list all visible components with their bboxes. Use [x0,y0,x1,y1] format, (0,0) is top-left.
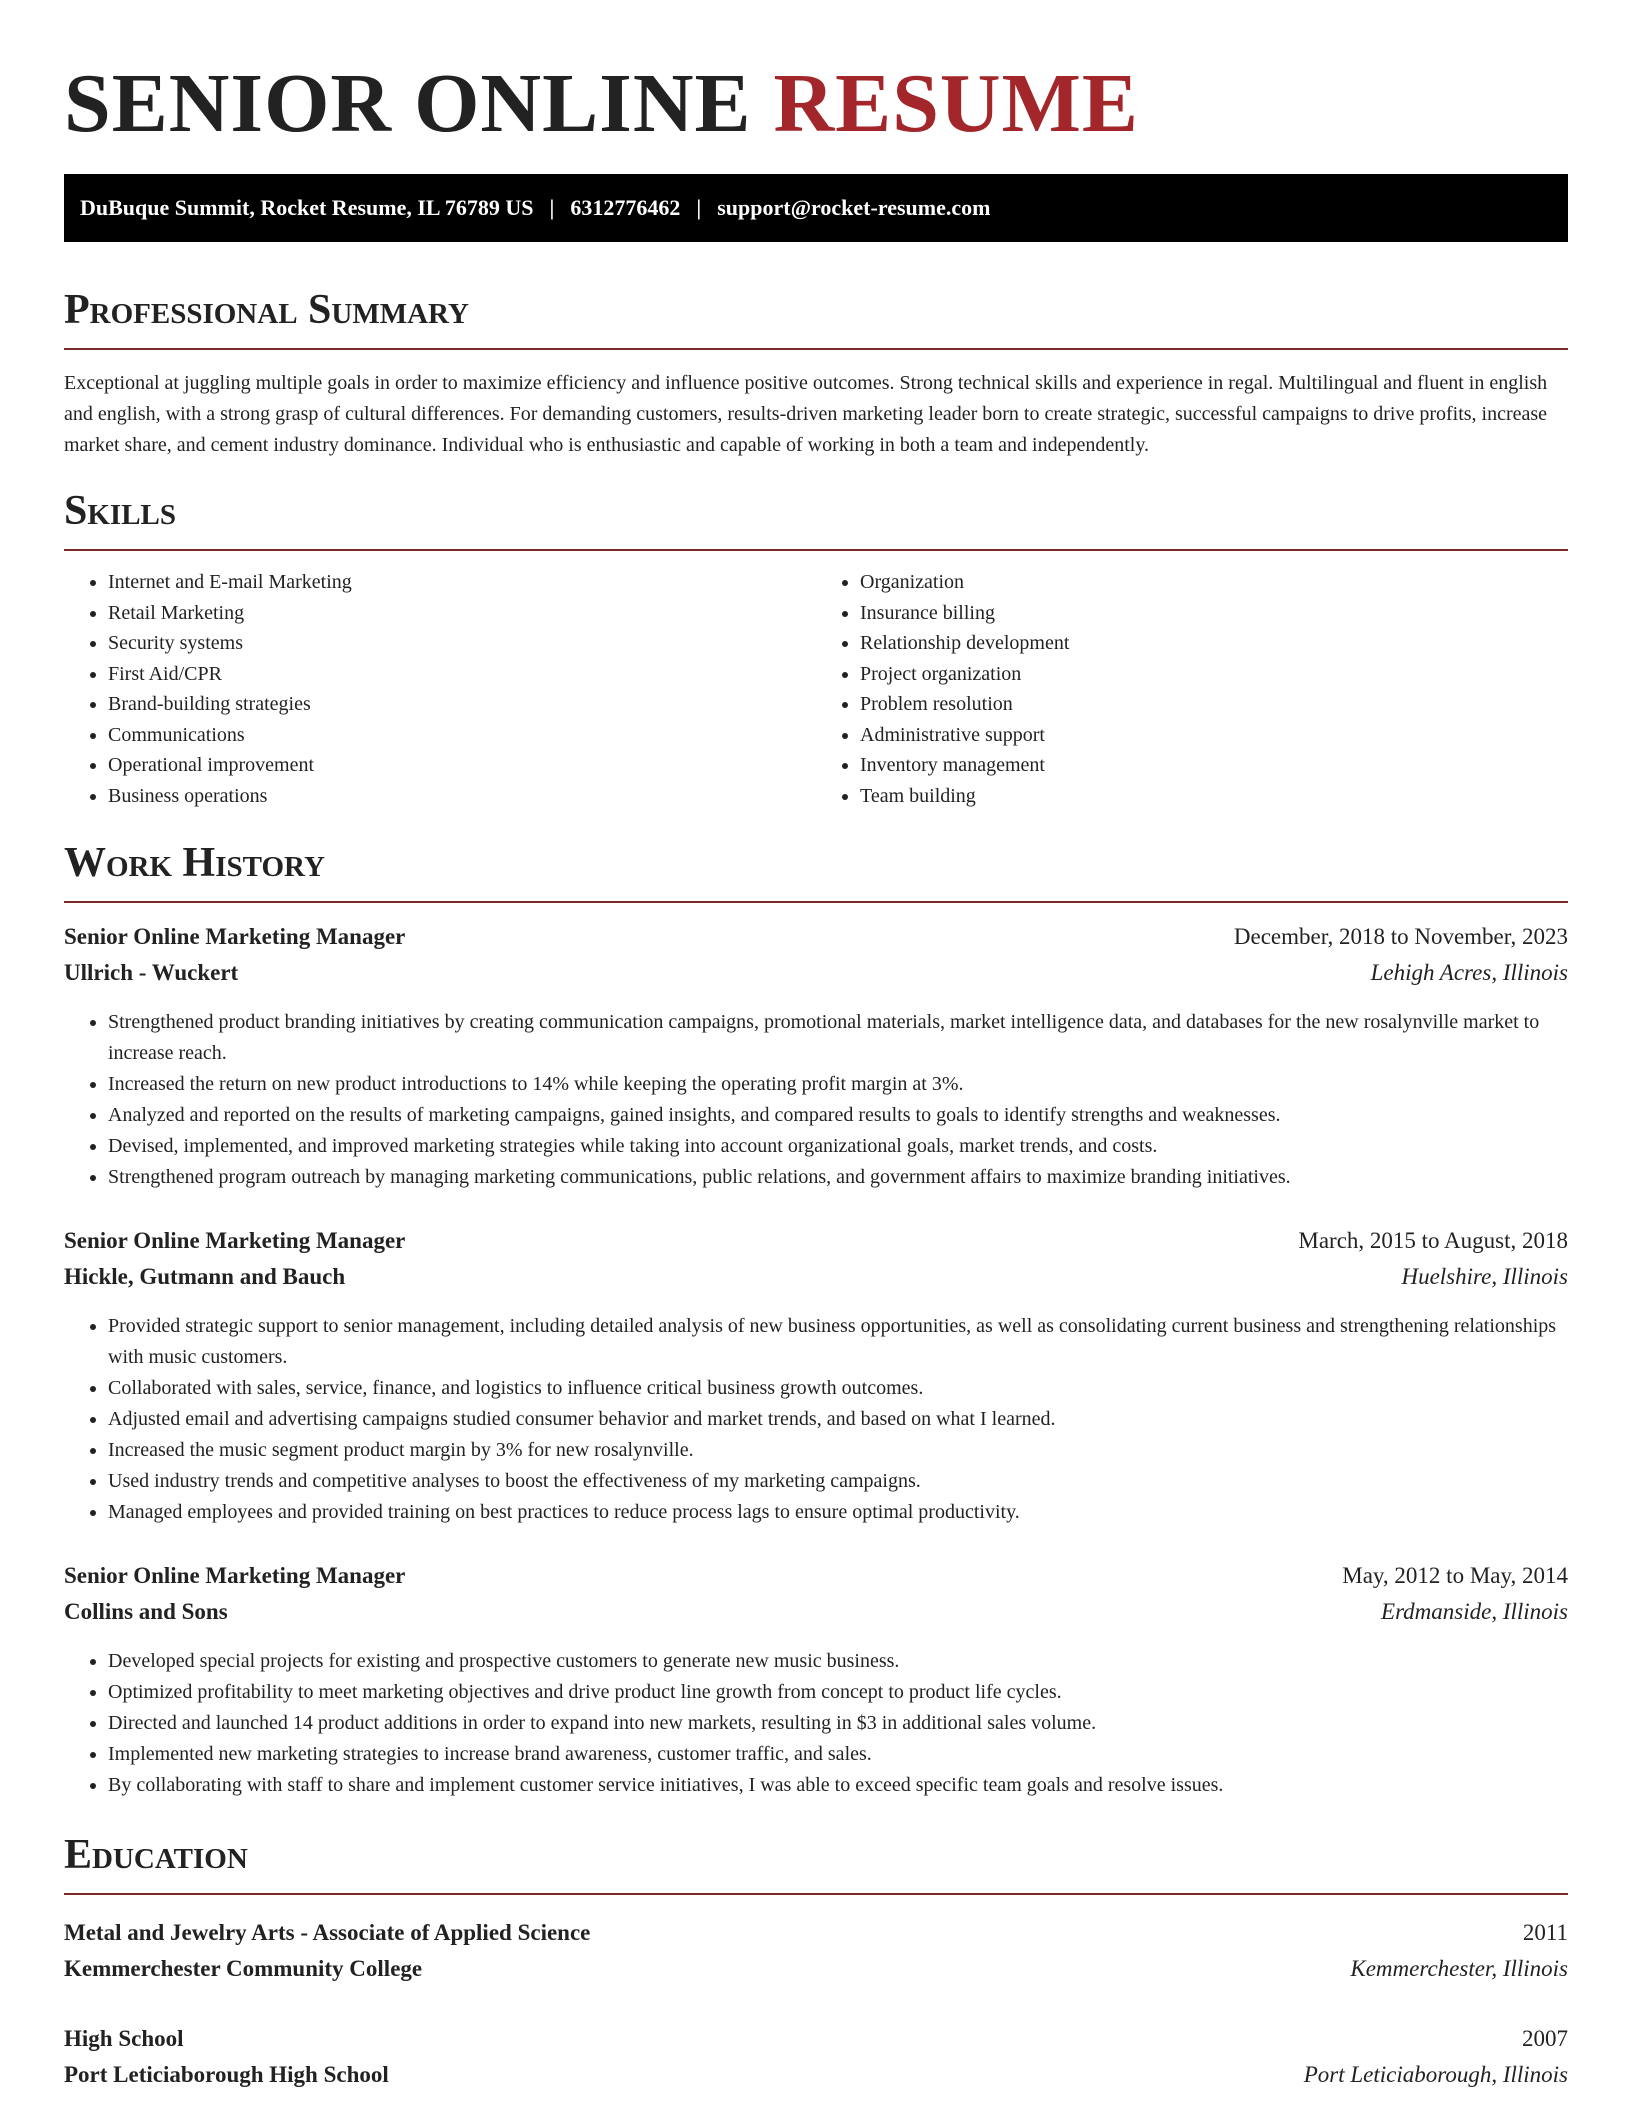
contact-phone: 6312776462 [570,195,681,220]
job-location: Huelshire, Illinois [1401,1264,1568,1289]
skills-list-right [816,567,1568,811]
job-title: Senior Online Marketing Manager [64,1563,406,1588]
job-bullet: • Adjusted email and advertising campaigns studied consumer behavior and market trends, and based on what I learned. [108,1404,1568,1435]
skill-item: • Internet and E-mail Marketing [108,567,816,598]
section-divider [64,1893,1568,1895]
title-accent: RESUME [773,57,1139,150]
education-location: Kemmerchester, Illinois [1350,1956,1568,1981]
job-dates: May, 2012 to May, 2014 [1342,1563,1568,1588]
job-bullet: • Provided strategic support to senior management, including detailed analysis of new business opportunities, as well as consolidating current business and strengthening relationships with music customers. [108,1311,1568,1373]
section-divider [64,901,1568,903]
contact-address: DuBuque Summit, Rocket Resume, IL 76789 US [80,195,534,220]
education-year: 2011 [1522,1920,1568,1945]
contact-email: support@rocket-resume.com [717,195,991,220]
skills-list-left [64,567,816,811]
job-company: Hickle, Gutmann and Bauch [64,1264,346,1289]
job-company-row [64,1259,1568,1295]
job-title: Senior Online Marketing Manager [64,1228,406,1253]
skills-section [64,487,1568,811]
job-entry [64,1223,1568,1528]
skill-item: • Organization [860,567,1568,598]
job-bullet: • Implemented new marketing strategies to increase brand awareness, customer traffic, and sales. [108,1739,1568,1770]
job-header-row [64,1223,1568,1259]
contact-bar [64,174,1568,242]
contact-separator: | [549,195,555,220]
skill-item: • Business operations [108,781,816,812]
section-divider [64,348,1568,350]
skill-item: • Problem resolution [860,689,1568,720]
job-bullet: • Increased the music segment product margin by 3% for new rosalynville. [108,1435,1568,1466]
job-location: Erdmanside, Illinois [1381,1599,1568,1624]
skill-item: • Insurance billing [860,598,1568,629]
education-school-row [64,1951,1568,1987]
summary-section [64,286,1568,461]
job-company: Ullrich - Wuckert [64,960,239,985]
job-header-row [64,1558,1568,1594]
job-company: Collins and Sons [64,1599,228,1624]
job-dates: March, 2015 to August, 2018 [1298,1228,1568,1253]
summary-heading: Professional Summary [64,287,469,333]
job-company-row [64,1594,1568,1630]
job-bullet: • Optimized profitability to meet marketing objectives and drive product line growth from concept to product life cycles. [108,1677,1568,1708]
skill-item: • Relationship development [860,628,1568,659]
education-entry [64,2021,1568,2093]
job-company-row [64,955,1568,991]
education-section [64,1831,1568,2093]
section-divider [64,549,1568,551]
job-bullets [64,1646,1568,1801]
skill-item: • Team building [860,781,1568,812]
education-degree: High School [64,2026,184,2051]
work-heading: Work History [64,840,325,886]
job-bullet: • Directed and launched 14 product additions in order to expand into new markets, resulting in $3 in additional sales volume. [108,1708,1568,1739]
skill-item: • Operational improvement [108,750,816,781]
education-school: Kemmerchester Community College [64,1956,423,1981]
skill-item: • Security systems [108,628,816,659]
job-dates: December, 2018 to November, 2023 [1233,924,1568,949]
education-location: Port Leticiaborough, Illinois [1303,2062,1568,2087]
education-degree: Metal and Jewelry Arts - Associate of Applied Science [64,1920,591,1945]
skill-item: • Brand-building strategies [108,689,816,720]
job-location: Lehigh Acres, Illinois [1370,960,1568,985]
job-bullet: • Developed special projects for existing and prospective customers to generate new music business. [108,1646,1568,1677]
job-bullet: • Managed employees and provided training on best practices to reduce process lags to ensure optimal productivity. [108,1497,1568,1528]
job-bullet: • By collaborating with staff to share and implement customer service initiatives, I was able to exceed specific team goals and resolve issues. [108,1770,1568,1801]
job-bullet: • Strengthened program outreach by managing marketing communications, public relations, and government affairs to maximize branding initiatives. [108,1162,1568,1193]
contact-separator: | [696,195,702,220]
job-entry [64,919,1568,1193]
job-bullet: • Used industry trends and competitive analyses to boost the effectiveness of my marketing campaigns. [108,1466,1568,1497]
job-entry [64,1558,1568,1801]
education-degree-row [64,1915,1568,1951]
education-degree-row [64,2021,1568,2057]
education-entry [64,1915,1568,1987]
work-section [64,839,1568,1801]
skills-heading: Skills [64,488,177,534]
job-bullet: • Strengthened product branding initiatives by creating communication campaigns, promotional materials, market intelligence data, and databases for the new rosalynville market to increase reach. [108,1007,1568,1069]
education-school-row [64,2057,1568,2093]
job-bullet: • Collaborated with sales, service, finance, and logistics to influence critical business growth outcomes. [108,1373,1568,1404]
title-main: SENIOR ONLINE [64,57,774,150]
job-title: Senior Online Marketing Manager [64,924,406,949]
skill-item: • Administrative support [860,720,1568,751]
skills-columns [64,567,1568,811]
job-bullets [64,1311,1568,1528]
summary-text: Exceptional at juggling multiple goals in order to maximize efficiency and influence positive outcomes. Strong technical skills and experience in regal. Multilingual and fluent in english and english, with a strong grasp of cultural differences. For demanding customers, results-driven marketing leader born to create strategic, successful campaigns to drive profits, increase market share, and cement industry dominance. Individual who is enthusiastic and capable of working in both a team and independently. [64,372,1548,456]
job-bullet: • Devised, implemented, and improved marketing strategies while taking into account organizational goals, market trends, and costs. [108,1131,1568,1162]
skill-item: • Project organization [860,659,1568,690]
skill-item: • Inventory management [860,750,1568,781]
skill-item: • First Aid/CPR [108,659,816,690]
resume-title [64,0,1568,150]
education-year: 2007 [1522,2026,1568,2051]
job-bullet: • Analyzed and reported on the results of marketing campaigns, gained insights, and compared results to goals to identify strengths and weaknesses. [108,1100,1568,1131]
skill-item: • Communications [108,720,816,751]
job-header-row [64,919,1568,955]
job-bullets [64,1007,1568,1193]
skill-item: • Retail Marketing [108,598,816,629]
education-heading: Education [64,1832,248,1878]
job-bullet: • Increased the return on new product introductions to 14% while keeping the operating profit margin at 3%. [108,1069,1568,1100]
education-school: Port Leticiaborough High School [64,2062,389,2087]
